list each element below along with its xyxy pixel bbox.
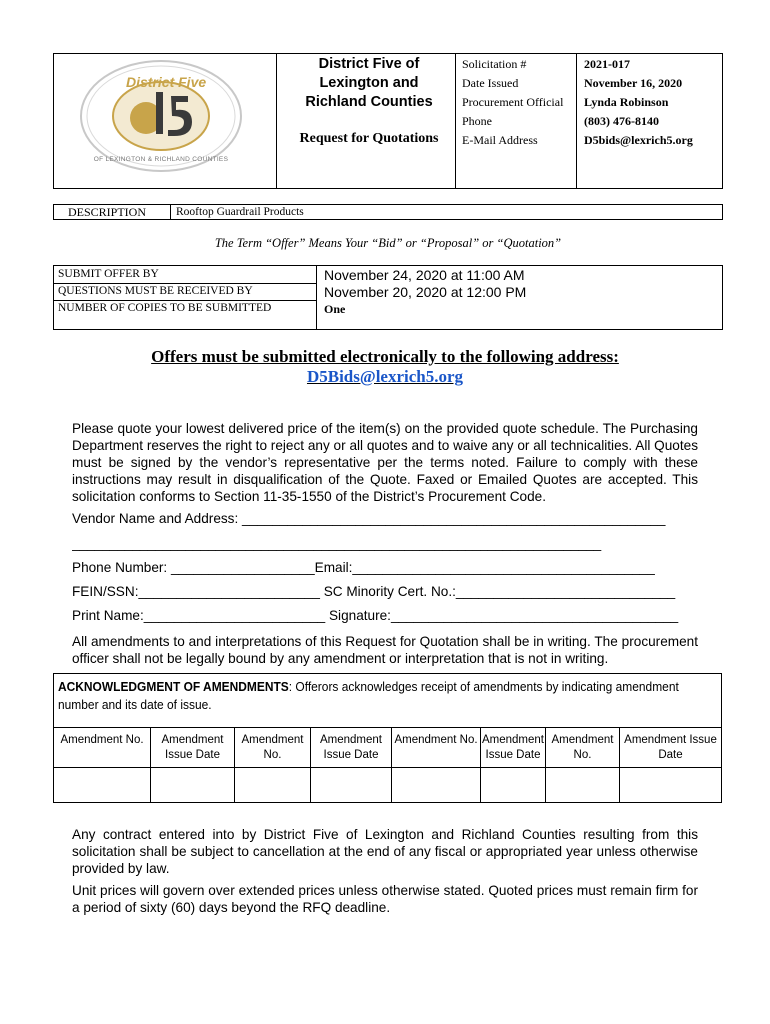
amend-entry-6[interactable]	[481, 768, 545, 802]
offer-term-note: The Term “Offer” Means Your “Bid” or “Proposal” or “Quotation”	[214, 236, 562, 250]
acknowledgment-box	[53, 673, 722, 803]
amend-col-4-line2: Issue Date	[323, 749, 379, 761]
document-title: Request for Quotations	[299, 131, 439, 146]
description-value: Rooftop Guardrail Products	[176, 206, 304, 218]
questions-deadline-label: QUESTIONS MUST BE RECEIVED BY	[58, 285, 253, 297]
contract-paragraph: Any contract entered into by District Five of Lexington and Richland Counties resulting from this solicitation shall be subject to cancellation at the end of any fiscal or appropriated year unless otherwise provided by law.	[72, 827, 698, 876]
offers-heading	[53, 347, 717, 387]
amend-entry-4[interactable]	[311, 768, 391, 802]
amend-entry-8[interactable]	[620, 768, 720, 802]
acknowledgment-title: ACKNOWLEDGMENT OF AMENDMENTS	[58, 679, 289, 694]
amend-col-6-line2: Issue Date	[485, 749, 541, 761]
district-name-line2: Lexington and	[319, 75, 419, 91]
description-divider	[170, 205, 171, 219]
amend-col-2-line2: Issue Date	[165, 749, 220, 761]
district-name-line3: Richland Counties	[305, 94, 433, 110]
solicitation-label: Solicitation #	[462, 57, 527, 71]
copies-value: One	[324, 302, 346, 316]
vendor-name-field[interactable]: Vendor Name and Address: ________________________________________________________	[72, 511, 666, 526]
submission-box	[53, 265, 723, 330]
logo-bottom-text: OF LEXINGTON & RICHLAND COUNTIES	[93, 156, 229, 163]
vendor-address-field[interactable]: ______________________________________________________________________	[72, 536, 602, 551]
date-issued-label: Date Issued	[462, 76, 519, 90]
amend-col-1	[54, 733, 150, 748]
intro-paragraph: Please quote your lowest delivered price of the item(s) on the provided quote schedule. The Purchasing Department reserves the right to reject any or all quotes and to waive any or all technicalities. All Quotes must be signed by the vendor’s representative per the terms noted. Failure to comply with these instructions may result in disqualification of the Quote. Faxed or Emailed Quotes are accepted. This solicitation conforms to Section 11-35-1550 of the District’s Procurement Code.	[72, 421, 698, 504]
description-box	[53, 204, 723, 220]
phone-value: (803) 476-8140	[584, 114, 659, 128]
amend-header-line	[54, 727, 721, 728]
header-divider-2	[455, 54, 456, 188]
submission-row-line-2	[54, 300, 316, 301]
amend-col-8-line2: Date	[658, 749, 683, 761]
amend-col-6	[481, 733, 545, 763]
amend-col-7-line1: Amendment	[551, 734, 614, 746]
amend-col-4	[311, 733, 391, 763]
acknowledgment-body-line2: number and its date of issue.	[58, 697, 212, 712]
fein-minority-field[interactable]: FEIN/SSN:________________________ SC Minority Cert. No.:_____________________________	[72, 584, 676, 599]
amend-col-5	[392, 733, 480, 748]
submit-offer-value: November 24, 2020 at 11:00 AM	[324, 267, 525, 283]
amend-col-3-line1: Amendment	[241, 734, 304, 746]
amend-col-3-line2: No.	[263, 749, 282, 761]
acknowledgment-text	[58, 678, 716, 714]
solicitation-value: 2021-017	[584, 57, 630, 71]
questions-deadline-value: November 20, 2020 at 12:00 PM	[324, 284, 527, 300]
procurement-official-label: Procurement Official	[462, 95, 564, 109]
header-divider-1	[276, 54, 277, 188]
amend-col-8-line1: Amendment Issue	[624, 734, 717, 746]
amend-col-7	[546, 733, 619, 763]
unit-price-paragraph: Unit prices will govern over extended prices unless otherwise stated. Quoted prices must remain firm for a period of sixty (60) days beyond the RFQ deadline.	[72, 883, 698, 915]
amend-entry-7[interactable]	[546, 768, 619, 802]
logo-top-text: District Five	[126, 74, 207, 90]
procurement-official-value: Lynda Robinson	[584, 95, 669, 109]
print-signature-field[interactable]: Print Name:________________________ Signature:______________________________________	[72, 608, 679, 623]
offers-heading-text: Offers must be submitted electronically to the following address:	[151, 347, 619, 366]
acknowledgment-body: : Offerors acknowledges receipt of amendments by indicating amendment	[288, 679, 679, 694]
amend-col-5-line1: Amendment No.	[394, 734, 478, 746]
phone-label: Phone	[462, 114, 492, 128]
amend-col-4-line1: Amendment	[319, 734, 382, 746]
offers-email-link[interactable]: D5Bids@lexrich5.org	[306, 367, 464, 386]
submission-row-line-1	[54, 283, 316, 284]
amend-col-1-line1: Amendment No.	[60, 734, 144, 746]
email-value: D5bids@lexrich5.org	[584, 133, 693, 147]
amend-col-2-line1: Amendment	[161, 734, 224, 746]
email-label: E-Mail Address	[462, 133, 538, 147]
district-name-line1: District Five of	[318, 56, 420, 72]
district-name	[284, 55, 454, 112]
description-label: DESCRIPTION	[68, 205, 147, 219]
submission-divider	[316, 266, 317, 329]
amendments-paragraph: All amendments to and interpretations of this Request for Quotation shall be in writing. The procurement officer shall not be legally bound by any amendment or interpretation that is not in writing.	[72, 634, 698, 666]
date-issued-value: November 16, 2020	[584, 76, 683, 90]
copies-label: NUMBER OF COPIES TO BE SUBMITTED	[58, 302, 272, 314]
amend-col-3	[235, 733, 310, 763]
amend-col-6-line1: Amendment	[481, 734, 544, 746]
phone-email-field[interactable]: Phone Number: ___________________Email:________________________________________	[72, 560, 655, 575]
amend-entry-1[interactable]	[55, 768, 150, 802]
district-logo	[76, 56, 246, 176]
amend-col-7-line2: No.	[573, 749, 592, 761]
submit-offer-label: SUBMIT OFFER BY	[58, 268, 159, 280]
amend-entry-2[interactable]	[151, 768, 234, 802]
amend-entry-3[interactable]	[235, 768, 310, 802]
amend-col-8	[620, 733, 721, 763]
amend-entry-5[interactable]	[392, 768, 480, 802]
header-box	[53, 53, 723, 189]
amend-col-2	[151, 733, 234, 763]
